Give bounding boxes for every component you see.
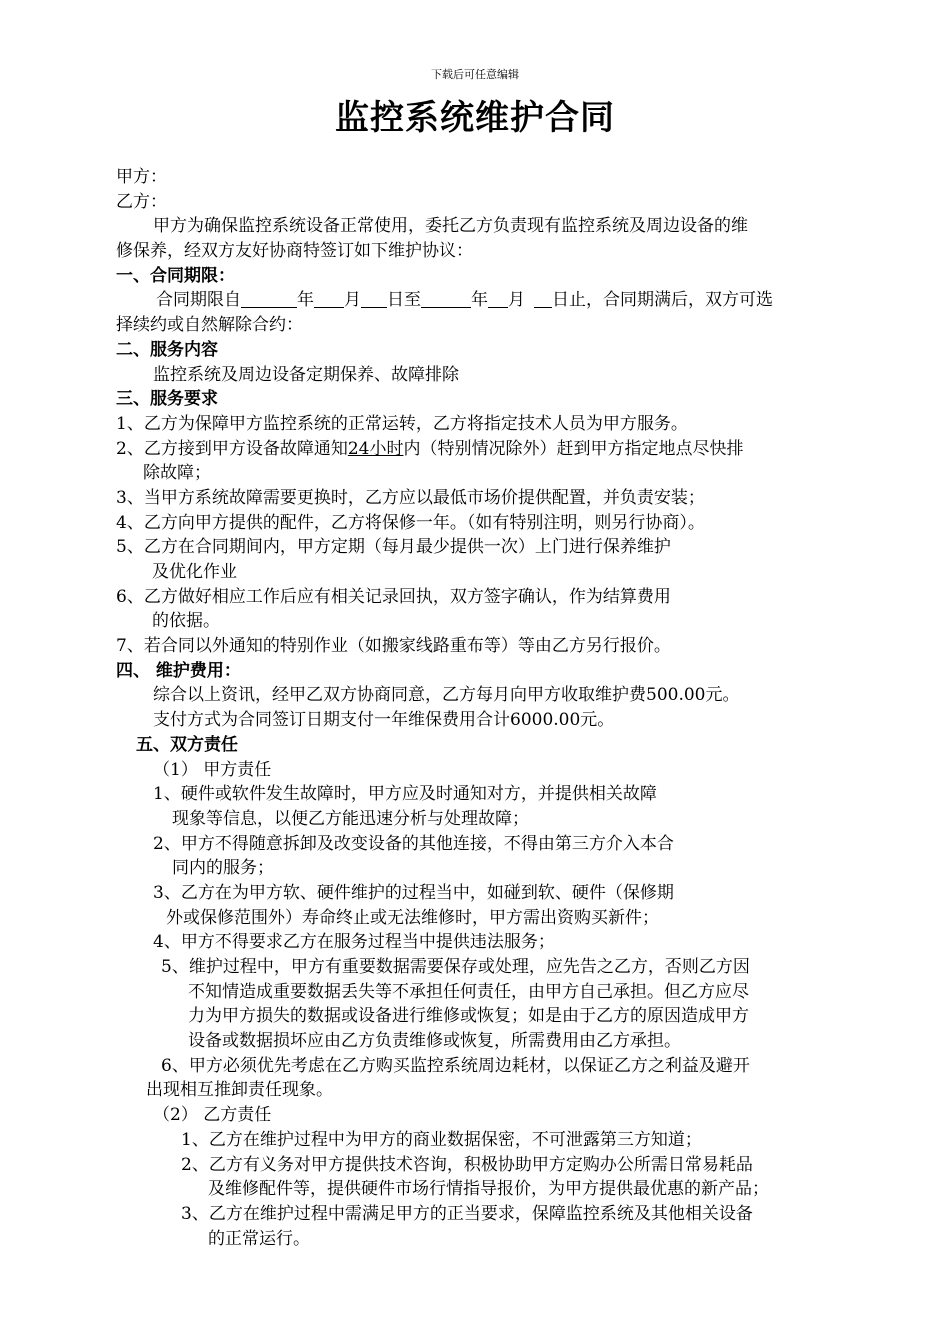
requirement-6-cont: 的依据。 [152,611,220,632]
party-b-line: 乙方： [116,191,167,212]
section-3-heading: 三、服务要求 [116,389,218,410]
party-a-duty-1-cont: 现象等信息，以便乙方能迅速分析与处理故障； [172,808,529,829]
end-year-label: 年 [471,290,488,311]
party-a-duty-5-cont-1: 不知情造成重要数据丢失等不承担任何责任，由甲方自己承担。但乙方应尽 [188,981,749,1002]
party-a-duty-5-cont-3: 设备或数据损坏应由乙方负责维修或恢复，所需费用由乙方承担。 [188,1031,681,1052]
contract-body [116,165,836,1251]
period-from-label: 合同期限自 [156,290,241,311]
month-blank [314,289,344,308]
contract-period-line [116,288,836,313]
requirement-7: 7、若合同以外通知的特别作业（如搬家线路重布等）等由乙方另行报价。 [116,636,671,657]
party-a-duty-3: 3、乙方在为甲方软、硬件维护的过程当中，如碰到软、硬件（保修期 [153,882,674,903]
intro-line-2: 修保养，经双方友好协商特签订如下维护协议： [116,241,473,262]
section-2-heading: 二、服务内容 [116,339,218,360]
requirement-5-cont: 及优化作业 [152,562,237,582]
section-5-heading: 五、双方责任 [136,734,238,755]
party-a-duty-3-cont: 外或保修范围外）寿命终止或无法维修时，甲方需出资购买新件； [166,907,659,928]
header-note: 下载后可任意编辑 [431,68,519,81]
requirement-2-cont: 除故障； [143,463,211,484]
requirement-1: 1、乙方为保障甲方监控系统的正常运转，乙方将指定技术人员为甲方服务。 [116,413,688,434]
requirement-5: 5、乙方在合同期间内，甲方定期（每月最少提供一次）上门进行保养维护 [116,537,671,558]
end-day-blank [534,289,552,308]
requirement-2-text-b: 内（特别情况除外）赶到甲方指定地点尽快排 [403,438,744,459]
end-month-label: 月 [508,290,525,311]
party-b-duty-2-cont: 及维修配件等，提供硬件市场行情指导报价，为甲方提供最优惠的新产品； [208,1179,769,1200]
requirement-2-text-a: 2、乙方接到甲方设备故障通知 [116,438,348,459]
contract-period-line-2: 择续约或自然解除合约： [116,315,303,336]
party-a-duty-5: 5、维护过程中，甲方有重要数据需要保存或处理，应先告之乙方，否则乙方因 [161,957,750,977]
party-a-duty-1: 1、硬件或软件发生故障时，甲方应及时通知对方，并提供相关故障 [153,784,657,805]
service-content: 监控系统及周边设备定期保养、故障排除 [153,364,459,385]
year-label: 年 [297,290,314,311]
party-a-duty-2: 2、甲方不得随意拆卸及改变设备的其他连接，不得由第三方介入本合 [153,833,674,854]
party-a-duty-5-cont-2: 力为甲方损失的数据或设备进行维修或恢复；如是由于乙方的原因造成甲方 [188,1006,749,1027]
section-1-heading: 一、合同期限： [116,265,235,286]
party-a-duty-6-cont: 出现相互推卸责任现象。 [146,1080,333,1101]
requirement-6: 6、乙方做好相应工作后应有相关记录回执，双方签字确认，作为结算费用 [116,586,671,607]
response-time: 24小时 [347,438,404,459]
end-year-blank [421,289,471,308]
year-blank [241,289,297,308]
party-b-duty-3: 3、乙方在维护过程中需满足甲方的正当要求，保障监控系统及其他相关设备 [181,1203,753,1224]
document-title: 监控系统维护合同 [335,98,615,138]
day-blank [361,289,387,308]
section-4-heading: 四、 维护费用： [116,660,241,681]
to-label: 日至 [387,290,421,311]
month-label: 月 [344,290,361,311]
end-month-blank [488,289,508,308]
requirement-2 [116,437,836,462]
fee-line-1: 综合以上资讯，经甲乙双方协商同意，乙方每月向甲方收取维护费500.00元。 [153,685,740,706]
party-b-duties-heading: （2） 乙方责任 [153,1105,272,1126]
party-b-duty-1: 1、乙方在维护过程中为甲方的商业数据保密，不可泄露第三方知道； [181,1129,702,1150]
party-b-duty-3-cont: 的正常运行。 [208,1228,310,1249]
fee-line-2: 支付方式为合同签订日期支付一年维保费用合计6000.00元。 [153,710,615,731]
party-a-duty-4: 4、甲方不得要求乙方在服务过程当中提供违法服务； [153,932,555,953]
end-day-label: 日止，合同期满后，双方可选 [552,290,773,311]
party-a-duties-heading: （1） 甲方责任 [153,759,272,780]
party-a-duty-6: 6、甲方必须优先考虑在乙方购买监控系统周边耗材，以保证乙方之利益及避开 [161,1055,750,1076]
intro-line-1: 甲方为确保监控系统设备正常使用，委托乙方负责现有监控系统及周边设备的维 [153,216,748,237]
party-b-duty-2: 2、乙方有义务对甲方提供技术咨询，积极协助甲方定购办公所需日常易耗品 [181,1154,753,1175]
party-a-line: 甲方： [116,167,167,187]
requirement-4: 4、乙方向甲方提供的配件，乙方将保修一年。（如有特别注明，则另行协商）。 [116,512,705,533]
party-a-duty-2-cont: 同内的服务； [172,858,274,879]
requirement-3: 3、当甲方系统故障需要更换时，乙方应以最低市场价提供配置，并负责安装； [116,487,705,508]
